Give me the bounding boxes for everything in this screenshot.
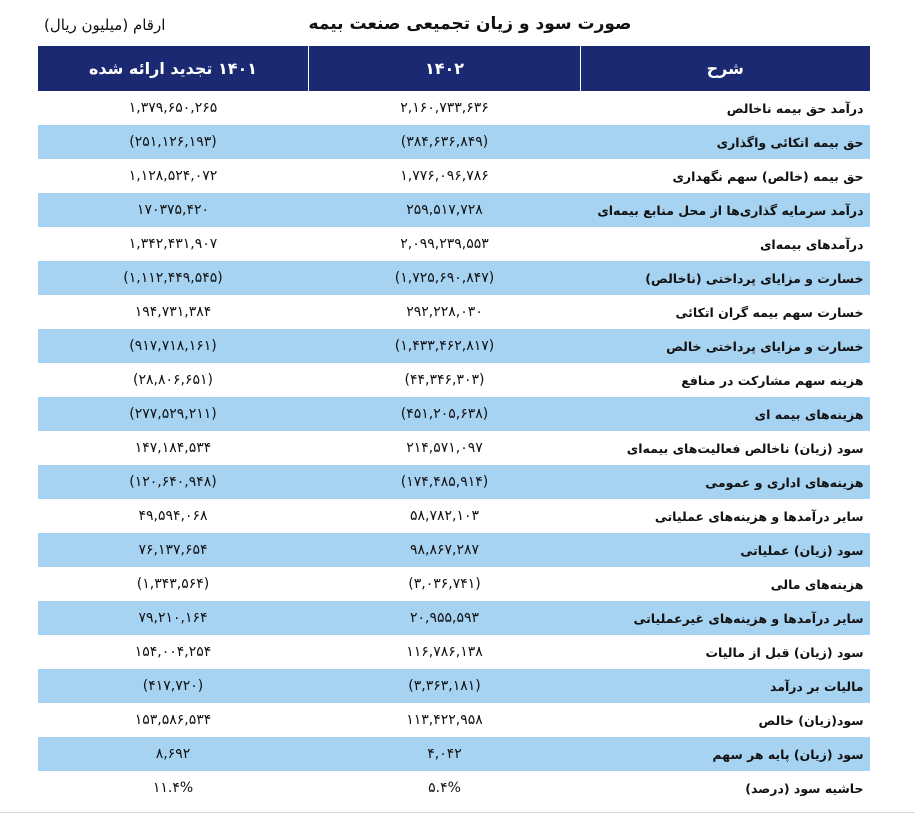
value-1401: ۱۴۷,۱۸۴,۵۳۴ [134, 440, 212, 456]
value-1402: (۳,۰۳۶,۷۴۱) [408, 576, 481, 592]
value-1401: ۸,۶۹۲ [38, 737, 309, 771]
value-1402: (۳۸۴,۶۳۶,۸۴۹) [309, 125, 581, 159]
row-label: خسارت و مزایای پرداختی (ناخالص) [581, 261, 870, 295]
value-1401: (۹۱۷,۷۱۸,۱۶۱) [38, 329, 309, 363]
table-body [38, 91, 870, 805]
value-1402: (۱۷۴,۴۸۵,۹۱۴) [309, 465, 581, 499]
row-label: مالیات بر درآمد [581, 669, 870, 703]
value-1401: (۱,۳۴۳,۵۶۴) [136, 576, 210, 592]
table-row [38, 533, 870, 567]
value-1401: ۷۹,۲۱۰,۱۶۴ [38, 601, 309, 635]
table-row [38, 193, 870, 227]
row-label: سایر درآمدها و هزینه‌های غیرعملیاتی [581, 601, 870, 635]
table-row [38, 363, 870, 397]
units-note: ارقام (میلیون ریال) [44, 16, 166, 34]
value-1402: (۱,۴۳۳,۴۶۲,۸۱۷) [309, 329, 581, 363]
value-1401: (۴۱۷,۷۲۰) [38, 669, 309, 703]
value-1402: ۵.۴% [428, 780, 461, 796]
value-1401: (۲۸,۸۰۶,۶۵۱) [133, 372, 213, 388]
row-label: هزینه سهم مشارکت در منافع [681, 372, 864, 388]
value-1401: (۱,۱۱۲,۴۴۹,۵۴۵) [38, 261, 309, 295]
value-1402: ۲,۱۶۰,۷۳۳,۶۳۶ [400, 100, 489, 116]
table-row [38, 601, 870, 635]
value-1401: ۱۷۰۳۷۵,۴۲۰ [38, 193, 309, 227]
row-label: حق بیمه (خالص) سهم نگهداری [672, 168, 864, 184]
row-label: سود (زیان) قبل از مالیات [705, 644, 864, 660]
value-1401: ۴۹,۵۹۴,۰۶۸ [138, 508, 208, 524]
value-1401: ۱۵۳,۵۸۶,۵۳۴ [134, 712, 212, 728]
value-1402: ۲۵۹,۵۱۷,۷۲۸ [309, 193, 581, 227]
bottom-divider [0, 812, 915, 813]
table-row [38, 465, 870, 499]
value-1402: (۴۵۱,۲۰۵,۶۳۸) [309, 397, 581, 431]
table-row [38, 771, 870, 805]
table-row [38, 261, 870, 295]
table-row [38, 227, 870, 261]
page-title: صورت سود و زیان تجمیعی صنعت بیمه [308, 14, 632, 34]
value-1401: ۱۹۴,۷۳۱,۳۸۴ [134, 304, 212, 320]
value-1402: ۲,۰۹۹,۲۳۹,۵۵۳ [400, 236, 489, 252]
value-1401: ۱۱.۴% [152, 780, 194, 796]
table-row [38, 125, 870, 159]
value-1402: (۴۴,۳۴۶,۳۰۳) [404, 372, 485, 388]
table-row [38, 91, 870, 125]
row-label: درآمد سرمایه گذاری‌ها از محل منابع بیمه‌ای [581, 193, 870, 227]
value-1402: (۱,۷۲۵,۶۹۰,۸۴۷) [309, 261, 581, 295]
table-row [38, 703, 870, 737]
value-1402: ۹۸,۸۶۷,۲۸۷ [309, 533, 581, 567]
row-label: سایر درآمدها و هزینه‌های عملیاتی [654, 508, 864, 524]
row-label: حاشیه سود (درصد) [745, 780, 864, 796]
table-row [38, 499, 870, 533]
value-1402: ۱,۷۷۶,۰۹۶,۷۸۶ [400, 168, 489, 184]
row-label: سود (زیان) عملیاتی [581, 533, 870, 567]
row-label: خسارت و مزایای پرداختی خالص [581, 329, 870, 363]
table-row [38, 397, 870, 431]
value-1402: (۳,۳۶۳,۱۸۱) [309, 669, 581, 703]
row-label: سود (زیان) پایه هر سهم [581, 737, 870, 771]
header-description: شرح [581, 46, 870, 91]
row-label: سود(زیان) خالص [758, 712, 864, 728]
value-1401: ۱,۳۷۹,۶۵۰,۲۶۵ [128, 100, 218, 116]
value-1401: (۱۲۰,۶۴۰,۹۴۸) [38, 465, 309, 499]
table-row [38, 431, 870, 465]
row-label: درآمد حق بیمه ناخالص [726, 100, 864, 116]
value-1402: ۱۱۶,۷۸۶,۱۳۸ [406, 644, 483, 660]
table-row [38, 159, 870, 193]
table-row [38, 295, 870, 329]
row-label: خسارت سهم بیمه گران اتکائی [675, 304, 864, 320]
header-1402: ۱۴۰۲ [309, 46, 581, 91]
row-label: درآمدهای بیمه‌ای [759, 236, 864, 252]
value-1402: ۵۸,۷۸۲,۱۰۳ [409, 508, 480, 524]
table-row [38, 329, 870, 363]
value-1401: ۱۵۴,۰۰۴,۲۵۴ [134, 644, 212, 660]
value-1401: (۲۷۷,۵۲۹,۲۱۱) [38, 397, 309, 431]
value-1402: ۱۱۳,۴۲۲,۹۵۸ [406, 712, 483, 728]
header-1401: ۱۴۰۱ تجدید ارائه شده [38, 46, 309, 91]
value-1402: ۲۱۴,۵۷۱,۰۹۷ [406, 440, 483, 456]
row-label: هزینه‌های بیمه ای [581, 397, 870, 431]
row-label: هزینه‌های اداری و عمومی [581, 465, 870, 499]
row-label: هزینه‌های مالی [770, 576, 864, 592]
table-row [38, 669, 870, 703]
table-row [38, 635, 870, 669]
value-1402: ۲۹۲,۲۲۸,۰۳۰ [406, 304, 483, 320]
value-1401: ۷۶,۱۳۷,۶۵۴ [38, 533, 309, 567]
value-1401: ۱,۳۴۲,۴۳۱,۹۰۷ [128, 236, 218, 252]
value-1401: ۱,۱۲۸,۵۲۴,۰۷۲ [128, 168, 218, 184]
row-label: حق بیمه اتکائی واگذاری [581, 125, 870, 159]
value-1401: (۲۵۱,۱۲۶,۱۹۳) [38, 125, 309, 159]
table-row [38, 737, 870, 771]
table-row [38, 567, 870, 601]
table-header-row [38, 46, 870, 91]
value-1402: ۴,۰۴۲ [309, 737, 581, 771]
value-1402: ۲۰,۹۵۵,۵۹۳ [309, 601, 581, 635]
row-label: سود (زیان) ناخالص فعالیت‌های بیمه‌ای [626, 440, 864, 456]
income-statement-table [37, 46, 870, 805]
